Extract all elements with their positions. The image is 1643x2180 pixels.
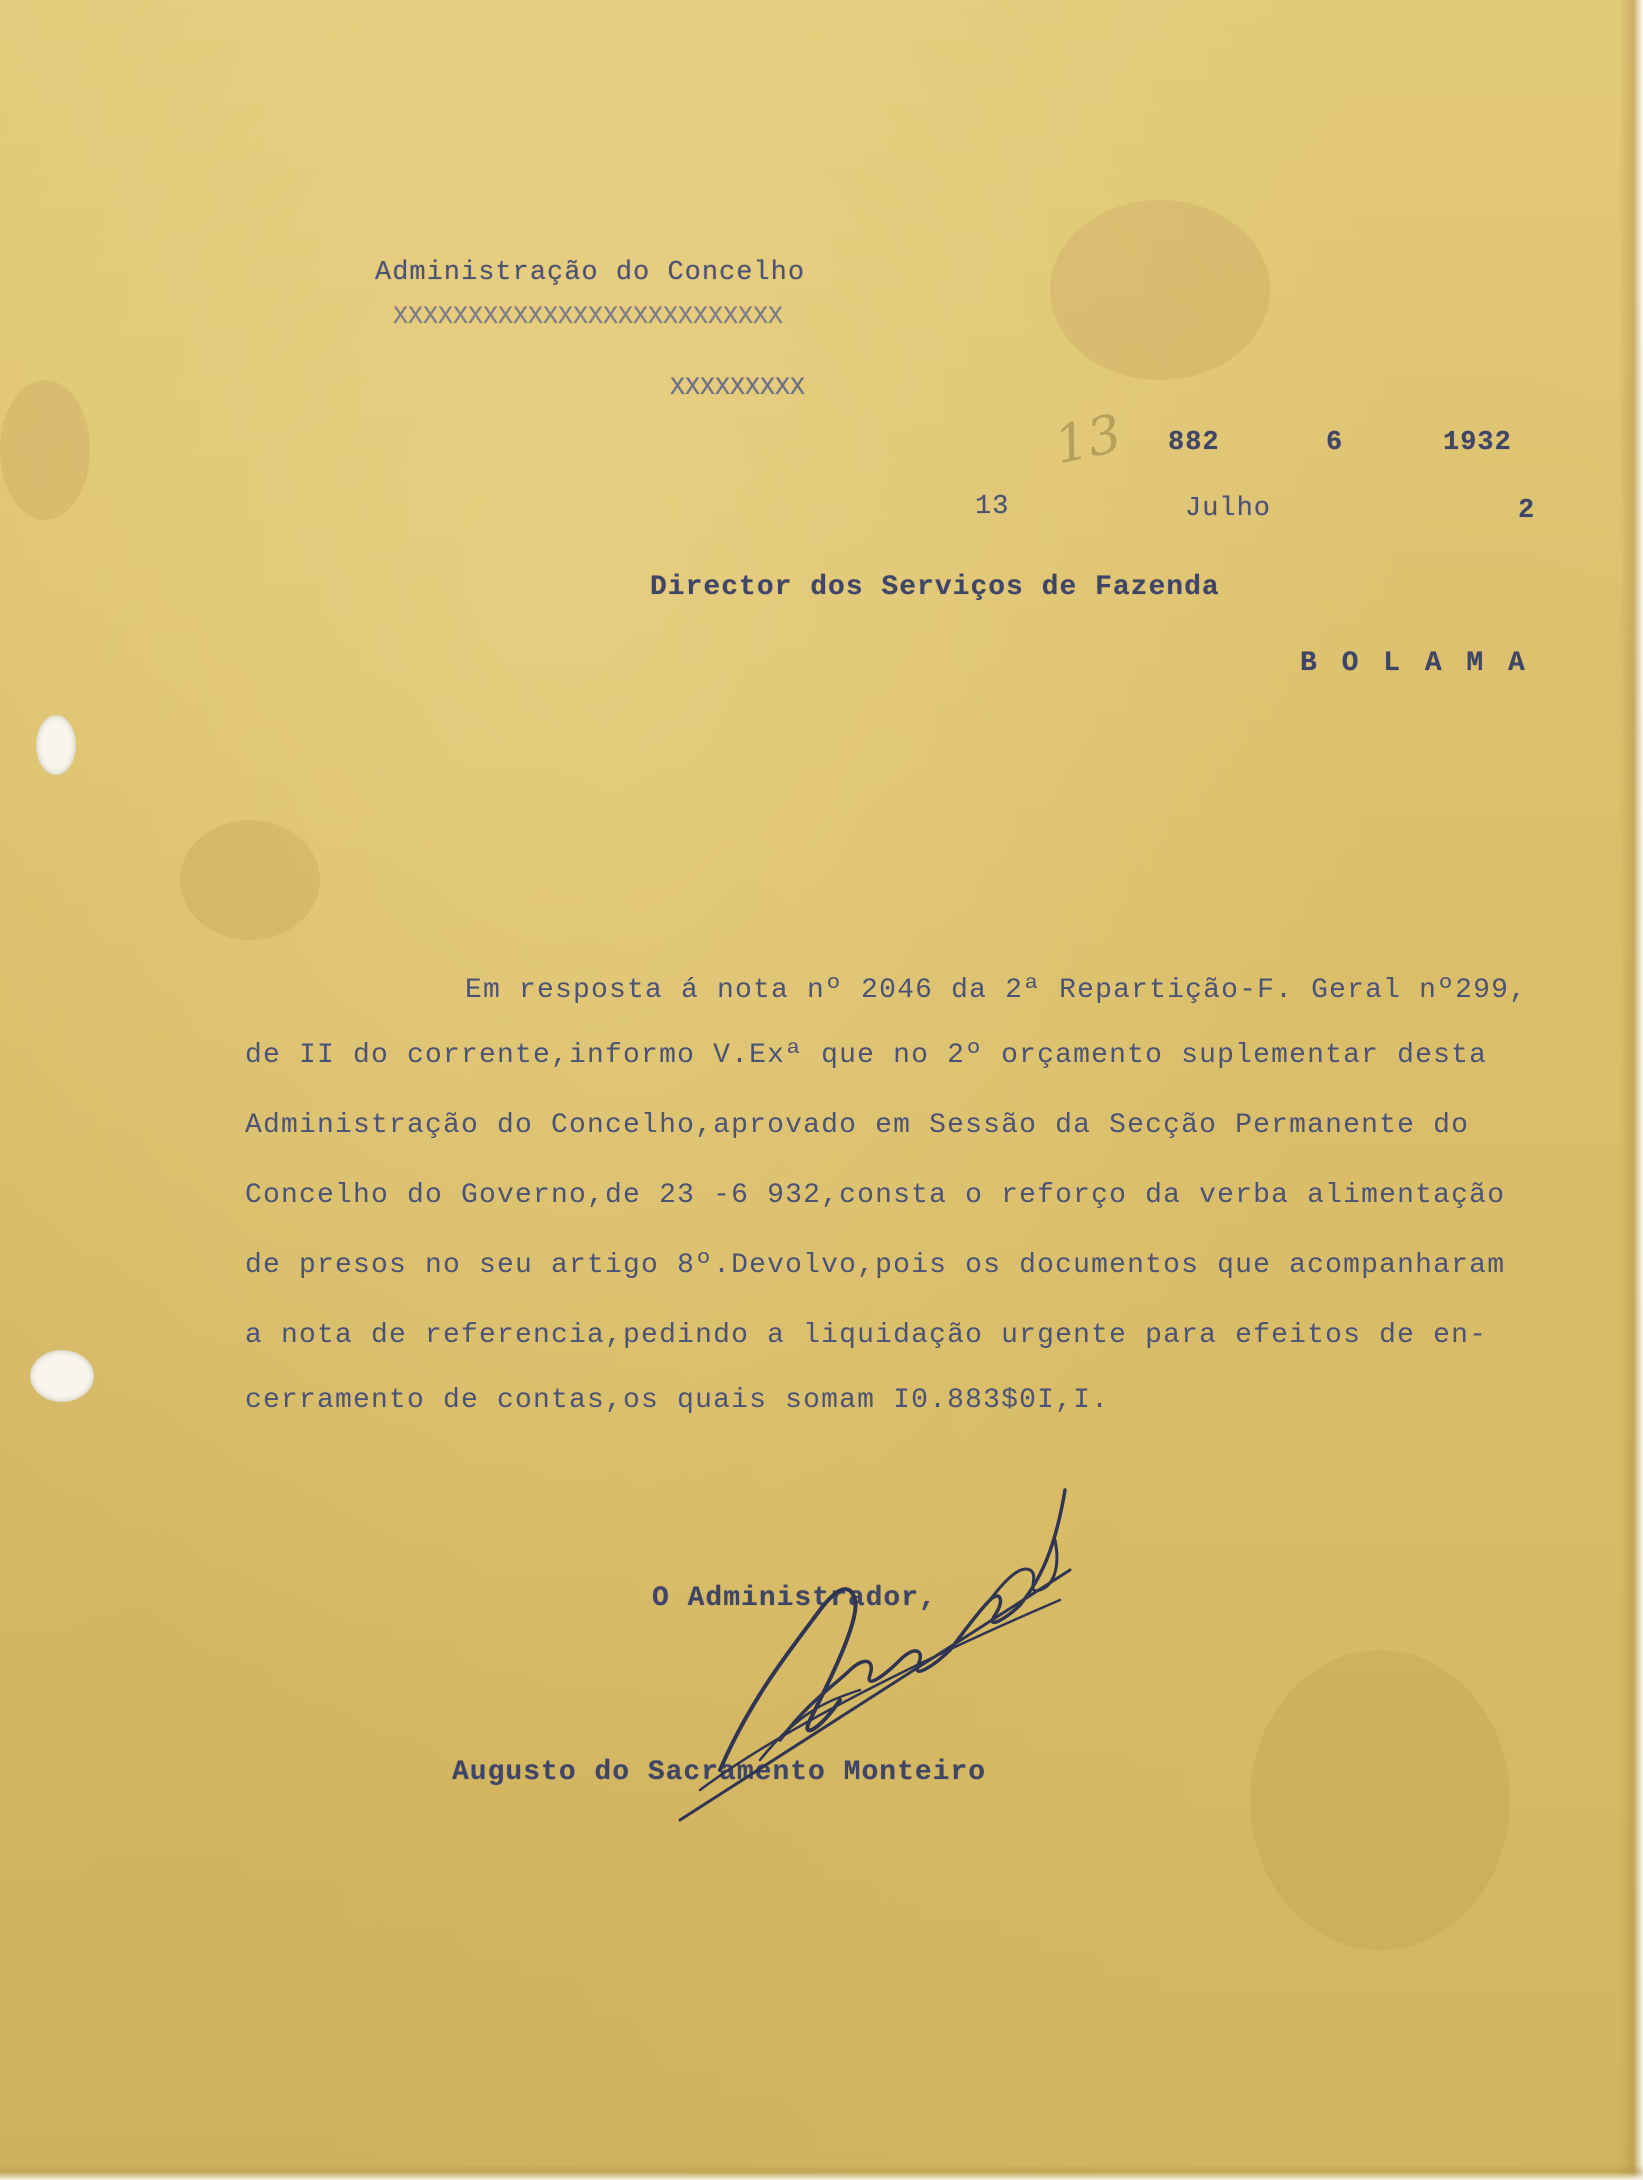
body-line: de presos no seu artigo 8º.Devolvo,pois os documentos que acompanharam bbox=[245, 1250, 1506, 1281]
letterhead-line-1: Administração do Concelho bbox=[375, 258, 806, 288]
body-line: Administração do Concelho,aprovado em Sessão da Secção Permanente do bbox=[245, 1110, 1470, 1141]
body-line: Concelho do Governo,de 23 -6 932,consta o reforço da verba alimentação bbox=[245, 1180, 1506, 1211]
sheet-number: 2 bbox=[1518, 496, 1536, 526]
closing-text: O Administrador, bbox=[652, 1583, 937, 1614]
date-month: Julho bbox=[1185, 494, 1272, 524]
body-line: a nota de referencia,pedindo a liquidação urgente para efeitos de en- bbox=[245, 1320, 1488, 1351]
reference-file: 6 bbox=[1326, 428, 1344, 458]
handwritten-signature bbox=[660, 1470, 1100, 1830]
paper-stain bbox=[180, 820, 320, 940]
reference-number: 882 bbox=[1168, 428, 1220, 458]
date-day: 13 bbox=[975, 492, 1010, 522]
addressee-title: Director dos Serviços de Fazenda bbox=[650, 572, 1220, 603]
reference-year: 1932 bbox=[1443, 428, 1512, 458]
paper-edge bbox=[1619, 0, 1643, 2180]
paper-edge bbox=[0, 2164, 1643, 2180]
letterhead-line-2: XXXXXXXXXXXXXXXXXXXXXXXXXX bbox=[393, 302, 784, 331]
body-line: Em resposta á nota nº 2046 da 2ª Repartição-F. Geral nº299, bbox=[465, 975, 1528, 1006]
pencil-mark: 13 bbox=[1049, 403, 1127, 477]
body-line: de II do corrente,informo V.Exª que no 2º orçamento suplementar desta bbox=[245, 1040, 1488, 1071]
punch-hole bbox=[30, 1350, 94, 1402]
body-line: cerramento de contas,os quais somam I0.883$0I,I. bbox=[245, 1385, 1110, 1416]
paper-stain bbox=[0, 380, 90, 520]
paper-stain bbox=[1050, 200, 1270, 380]
punch-hole bbox=[36, 715, 76, 775]
signatory-name: Augusto do Sacramento Monteiro bbox=[452, 1757, 987, 1788]
addressee-place: B O L A M A bbox=[1300, 648, 1529, 679]
letterhead-line-3: XXXXXXXXX bbox=[670, 373, 806, 402]
paper-stain bbox=[1250, 1650, 1510, 1950]
